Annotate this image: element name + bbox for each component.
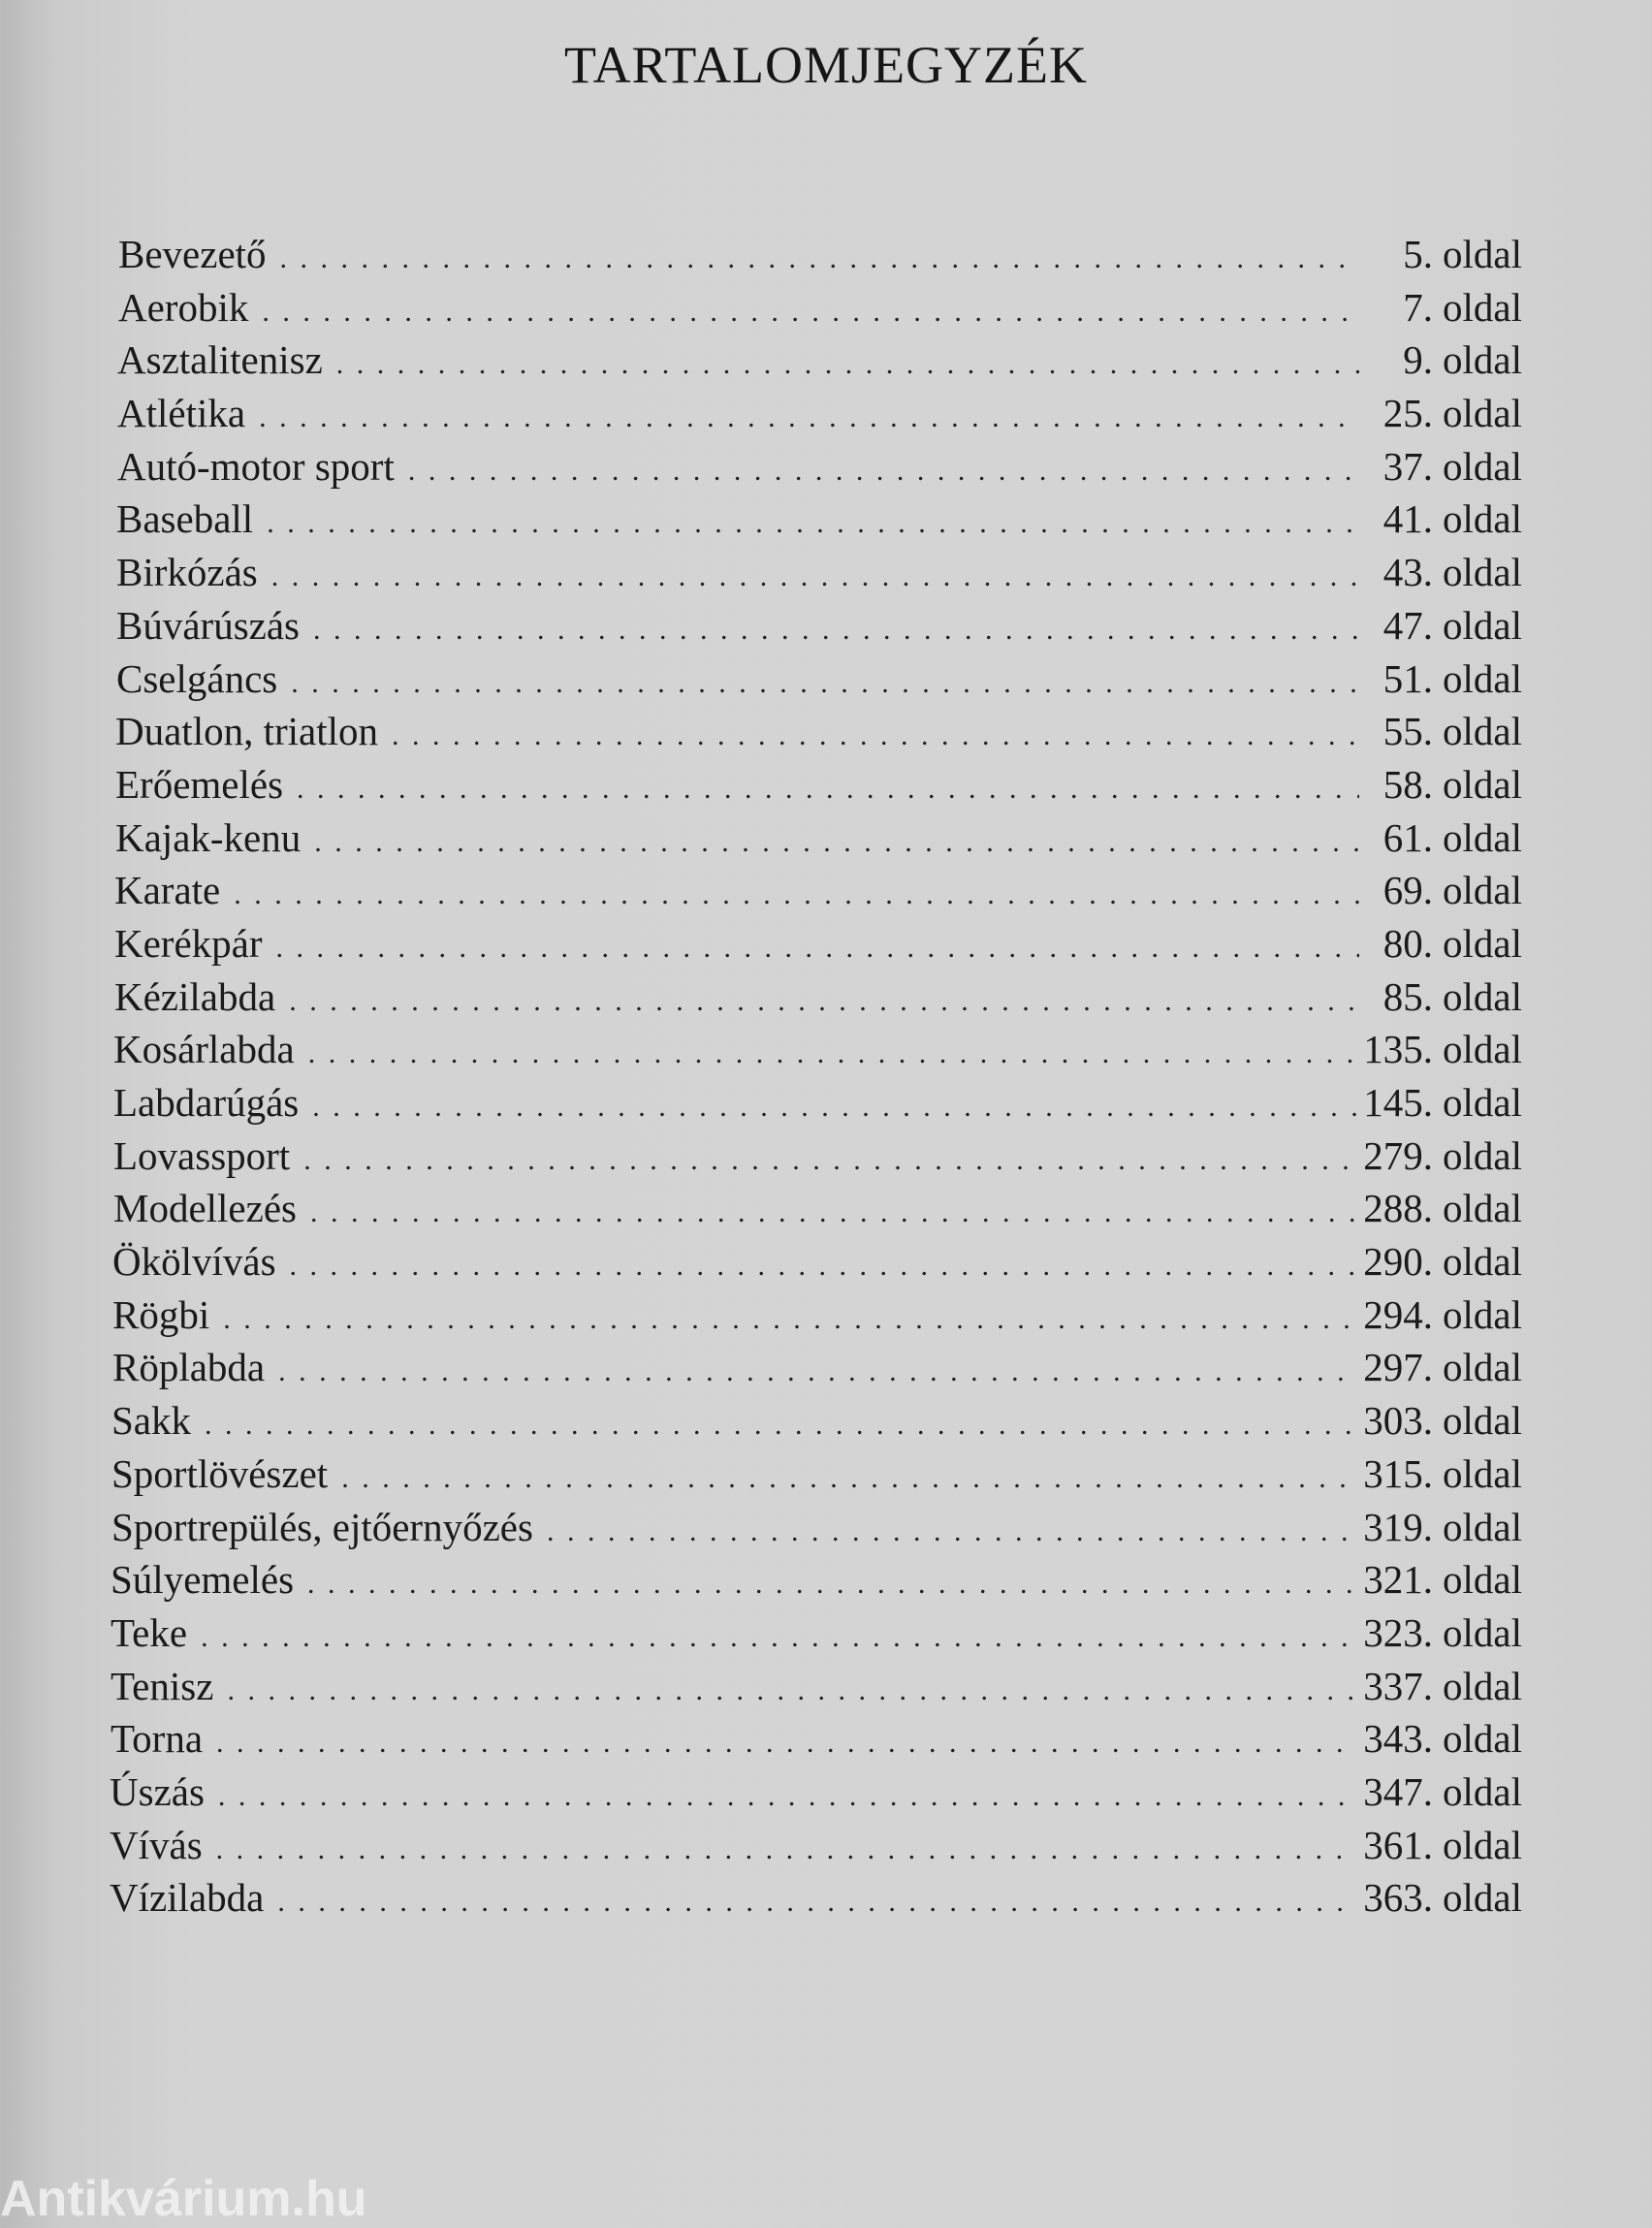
toc-entry [111,1609,1522,1663]
toc-entry-label: Röplabda [112,1345,266,1390]
dot-leader [291,667,1359,700]
toc-entry [112,1291,1522,1345]
toc-entry [118,231,1522,284]
dot-leader [392,719,1359,752]
dot-leader [290,1250,1358,1283]
toc-entry [111,1715,1522,1768]
toc-entry-page: 279. [1363,1132,1434,1178]
toc-entry-unit: oldal [1443,1345,1522,1390]
toc-entry-page: 135. [1363,1027,1434,1072]
toc-entry [111,1504,1522,1557]
toc-entry-label: Cselgáncs [116,655,278,701]
toc-entry [113,1132,1522,1186]
dot-leader [277,1886,1357,1919]
toc-entry-unit: oldal [1443,1663,1522,1708]
toc-entry-label: Erőemelés [115,761,284,807]
toc-entry [113,1185,1522,1238]
toc-entry-label: Ökölvívás [112,1239,276,1285]
dot-leader [205,1409,1357,1442]
toc-entry-unit: oldal [1443,1291,1522,1337]
dot-leader [336,348,1359,381]
toc-entry-unit: oldal [1443,1186,1522,1231]
toc-entry-page: 337. [1363,1663,1434,1708]
dot-leader [547,1515,1357,1548]
toc-entry-page: 319. [1363,1504,1434,1549]
toc-entry-page: 323. [1363,1609,1434,1655]
toc-entry-page: 343. [1363,1716,1434,1762]
toc-entry-unit: oldal [1443,1080,1522,1125]
toc-entry [110,1822,1522,1875]
dot-leader [297,773,1359,806]
dot-leader [223,1303,1357,1336]
toc-entry-label: Kézilabda [114,973,276,1019]
toc-entry-unit: oldal [1443,1504,1522,1549]
toc-entry-label: Torna [111,1716,204,1762]
dot-leader [303,1144,1357,1177]
toc-entry [111,1663,1522,1716]
dot-leader [201,1621,1357,1654]
toc-entry-page: 41. [1382,496,1434,542]
toc-entry [111,1397,1522,1450]
toc-entry-unit: oldal [1443,1239,1522,1285]
toc-entry-label: Kajak-kenu [115,814,302,860]
dot-leader [216,1727,1357,1760]
toc-entry [116,655,1522,709]
toc-entry-unit: oldal [1443,973,1522,1019]
dot-leader [259,401,1359,434]
toc-entry [114,973,1522,1027]
dot-leader [216,1833,1358,1866]
toc-entry-label: Kerékpár [114,920,263,966]
toc-entry-label: Úszás [110,1768,205,1814]
toc-entry-unit: oldal [1443,496,1522,542]
toc-entry [112,1344,1522,1397]
dot-leader [313,614,1359,647]
toc-entry-label: Modellezés [113,1186,297,1231]
toc-entry-unit: oldal [1443,337,1522,383]
toc-entry-unit: oldal [1443,814,1522,860]
dot-leader [262,296,1359,329]
toc-entry [111,1450,1522,1504]
toc-entry-unit: oldal [1443,1557,1522,1603]
toc-entry-unit: oldal [1443,1450,1522,1496]
toc-entry [116,495,1522,549]
toc-entry [113,1079,1522,1132]
toc-entry-label: Teke [111,1609,188,1655]
toc-entry-page: 51. [1382,655,1434,701]
dot-leader [234,878,1359,911]
toc-entry-unit: oldal [1443,1027,1522,1072]
dot-leader [267,507,1359,540]
toc-entry-unit: oldal [1443,550,1522,595]
toc-entry-page: 315. [1363,1450,1434,1496]
toc-entry-page: 69. [1382,868,1434,913]
toc-entry-unit: oldal [1443,868,1522,913]
dot-leader [280,242,1359,275]
watermark: Antikvárium.hu [0,2171,367,2227]
dot-leader [307,1568,1357,1601]
toc-entry-unit: oldal [1443,1716,1522,1762]
toc-entry-unit: oldal [1443,443,1522,489]
toc-entry-label: Kosárlabda [113,1027,295,1072]
dot-leader [308,1037,1358,1070]
toc-entry-page: 288. [1363,1186,1434,1231]
toc-entry-page: 58. [1382,761,1434,807]
dot-leader [218,1780,1357,1813]
toc-entry-page: 9. [1403,337,1434,383]
toc-entry-unit: oldal [1443,655,1522,701]
toc-entry-label: Súlyemelés [111,1557,295,1603]
toc-entry-label: Sportrepülés, ejtőernyőzés [111,1504,533,1549]
toc-entry-label: Tenisz [111,1663,214,1708]
toc-entry-page: 47. [1382,602,1434,648]
toc-entry-page: 85. [1382,973,1434,1019]
toc-entry-label: Autó-motor sport [117,443,395,489]
toc-entry-label: Karate [114,868,221,913]
toc-entry [117,336,1522,390]
toc-entry-page: 55. [1382,709,1434,754]
toc-entry-unit: oldal [1443,1768,1522,1814]
toc-entry [115,814,1522,868]
toc-entry-page: 347. [1363,1768,1434,1814]
toc-entry-label: Duatlon, triatlon [115,709,379,754]
toc-entry [112,1238,1522,1291]
toc-entry-unit: oldal [1443,391,1522,436]
toc-entry-unit: oldal [1443,602,1522,648]
dot-leader [312,1091,1357,1124]
page-title: TARTALOMJEGYZÉK [563,36,1089,94]
toc-entry-label: Sportlövészet [111,1450,329,1496]
toc-entry-unit: oldal [1443,284,1522,330]
toc-entry-label: Vívás [110,1822,203,1867]
toc-entry [117,390,1522,443]
toc-entry-page: 297. [1363,1345,1434,1390]
toc-entry [110,1768,1522,1822]
toc-entry-label: Atlétika [117,391,246,436]
toc-entry-label: Baseball [116,496,254,542]
toc-entry [110,1874,1522,1927]
toc-entry-page: 61. [1382,814,1434,860]
toc-entry [115,761,1522,814]
table-of-contents [109,231,1522,1927]
toc-entry-page: 361. [1363,1822,1434,1867]
toc-entry-label: Sakk [111,1398,191,1444]
toc-entry-unit: oldal [1443,761,1522,807]
toc-entry-unit: oldal [1443,1398,1522,1444]
toc-entry-page: 80. [1382,920,1434,966]
toc-entry-label: Lovassport [113,1132,291,1178]
toc-entry-page: 303. [1363,1398,1434,1444]
dot-leader [314,826,1359,859]
dot-leader [278,1355,1357,1388]
toc-entry-label: Búvárúszás [116,602,301,648]
toc-entry-page: 321. [1363,1557,1434,1603]
toc-entry-unit: oldal [1443,1822,1522,1867]
dot-leader [341,1462,1357,1495]
toc-entry [116,549,1522,602]
dot-leader [276,932,1360,965]
dot-leader [227,1674,1357,1707]
toc-entry-label: Bevezető [118,232,267,276]
toc-entry-page: 294. [1363,1291,1434,1337]
toc-entry [117,443,1522,496]
toc-entry-page: 290. [1363,1239,1434,1285]
toc-entry [114,867,1522,920]
toc-entry-page: 43. [1382,550,1434,595]
dot-leader [310,1196,1357,1229]
toc-entry-page: 25. [1382,391,1434,436]
toc-entry-unit: oldal [1443,1609,1522,1655]
toc-entry [118,284,1522,337]
toc-entry-unit: oldal [1443,709,1522,754]
toc-entry-page: 7. [1403,284,1434,330]
toc-entry-page: 37. [1382,443,1434,489]
toc-entry-unit: oldal [1443,1875,1522,1921]
toc-entry [111,1556,1522,1609]
toc-entry-unit: oldal [1443,232,1522,276]
toc-entry [113,1026,1522,1079]
dot-leader [289,985,1359,1018]
toc-entry-unit: oldal [1443,1132,1522,1178]
dot-leader [408,455,1359,488]
toc-entry-label: Rögbi [112,1291,210,1337]
toc-entry-label: Birkózás [116,550,258,595]
toc-entry-page: 5. [1403,232,1434,276]
toc-entry [116,602,1522,655]
toc-entry [114,920,1522,973]
dot-leader [271,560,1359,593]
toc-entry-label: Vízilabda [110,1875,265,1921]
toc-entry-label: Asztalitenisz [117,337,323,383]
toc-entry-page: 363. [1363,1875,1434,1921]
toc-entry [115,708,1522,761]
toc-entry-unit: oldal [1443,920,1522,966]
toc-entry-page: 145. [1363,1080,1434,1125]
toc-entry-label: Labdarúgás [113,1080,300,1125]
toc-entry-label: Aerobik [118,284,249,330]
